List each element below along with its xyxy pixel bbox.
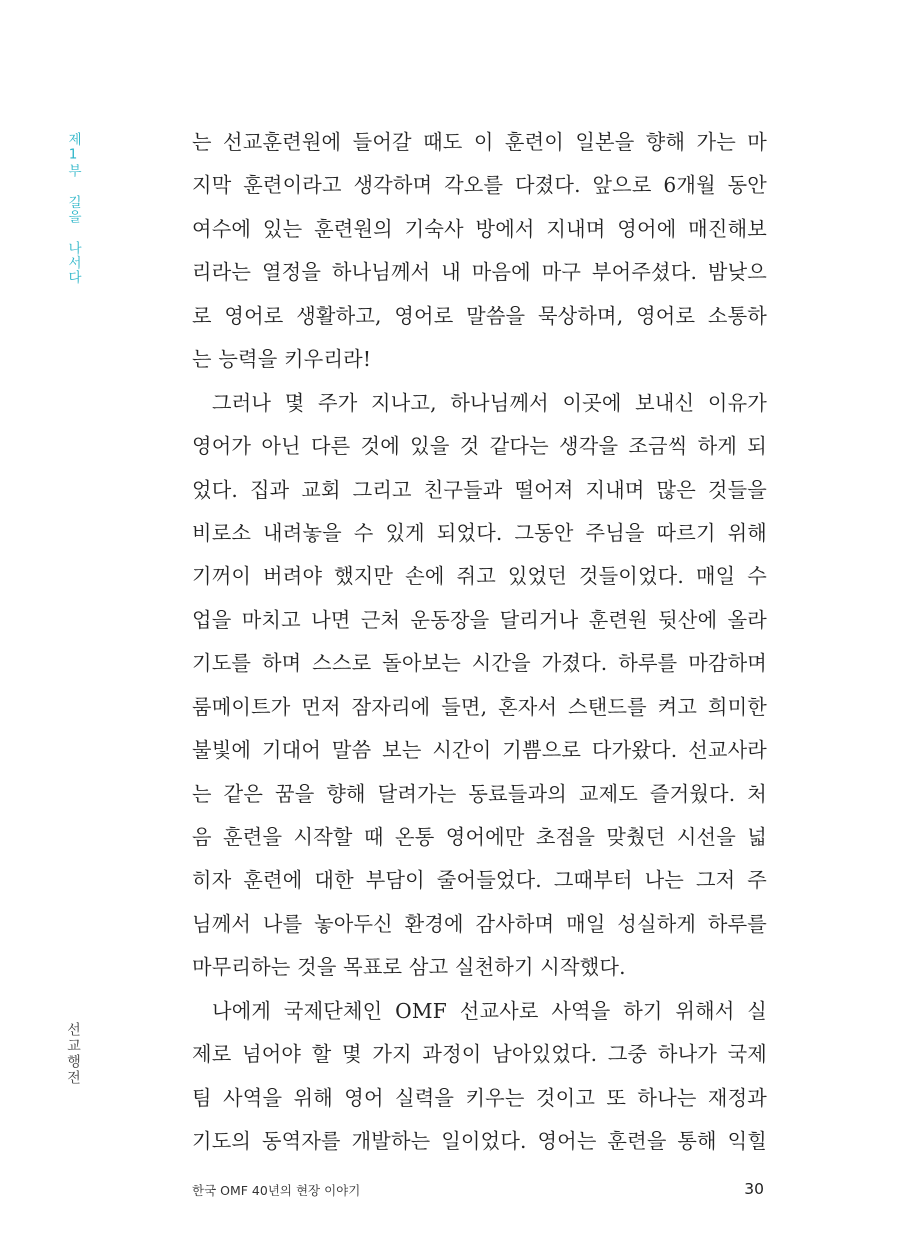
text-line: 마무리하는 것을 목표로 삼고 실천하기 시작했다.: [192, 955, 626, 980]
text-line: 영어가 아닌 다른 것에 있을 것 같다는 생각을 조금씩 하게 되: [192, 434, 767, 459]
text-line: 비로소 내려놓을 수 있게 되었다. 그동안 주님을 따르기 위해: [192, 520, 767, 545]
text-line: 님께서 나를 놓아두신 환경에 감사하며 매일 성실하게 하루를: [192, 911, 767, 936]
running-footer-title: 한국 OMF 40년의 현장 이야기: [192, 1183, 361, 1198]
text-line: 업을 마치고 나면 근처 운동장을 달리거나 훈련원 뒷산에 올라: [192, 607, 767, 632]
text-line: 기도의 동역자를 개발하는 일이었다. 영어는 훈련을 통해 익힐: [192, 1129, 767, 1154]
text-line: 여수에 있는 훈련원의 기숙사 방에서 지내며 영어에 매진해보: [192, 216, 767, 241]
text-line: 기도를 하며 스스로 돌아보는 시간을 가졌다. 하루를 마감하며: [192, 651, 767, 676]
text-line: 제로 넘어야 할 몇 가지 과정이 남아있었다. 그중 하나가 국제: [192, 1042, 767, 1067]
text-line: 기꺼이 버려야 했지만 손에 쥐고 있었던 것들이었다. 매일 수: [192, 564, 767, 589]
text-line: 불빛에 기대어 말씀 보는 시간이 기쁨으로 다가왔다. 선교사라: [192, 738, 767, 763]
body-text: [192, 121, 767, 1164]
text-line: 는 선교훈련원에 들어갈 때도 이 훈련이 일본을 향해 가는 마: [192, 130, 767, 154]
text-line: 음 훈련을 시작할 때 온통 영어에만 초점을 맞췄던 시선을 넓: [192, 825, 767, 849]
text-line: 지막 훈련이라고 생각하며 각오를 다졌다. 앞으로 6개월 동안: [192, 173, 767, 198]
text-line: 히자 훈련에 대한 부담이 줄어들었다. 그때부터 나는 그저 주: [192, 868, 767, 893]
text-line: 팀 사역을 위해 영어 실력을 키우는 것이고 또 하나는 재정과: [192, 1085, 767, 1110]
part-title-vertical: 제1부 길을 나서다: [65, 132, 81, 285]
text-line: 었다. 집과 교회 그리고 친구들과 떨어져 지내며 많은 것들을: [192, 477, 767, 502]
text-line: 룸메이트가 먼저 잠자리에 들면, 혼자서 스탠드를 켜고 희미한: [192, 694, 767, 719]
text-line: 그러나 몇 주가 지나고, 하나님께서 이곳에 보내신 이유가: [212, 390, 767, 415]
text-line: 리라는 열정을 하나님께서 내 마음에 마구 부어주셨다. 밤낮으: [192, 260, 767, 285]
text-line: 는 능력을 키우리라!: [192, 347, 372, 372]
text-line: 는 같은 꿈을 향해 달려가는 동료들과의 교제도 즐거웠다. 처: [192, 781, 767, 806]
book-title-vertical: 선교행전: [65, 1022, 81, 1086]
text-line: 나에게 국제단체인 OMF 선교사로 사역을 하기 위해서 실: [212, 998, 767, 1023]
page-number: 30: [744, 1180, 764, 1198]
text-line: 로 영어로 생활하고, 영어로 말씀을 묵상하며, 영어로 소통하: [192, 303, 767, 328]
